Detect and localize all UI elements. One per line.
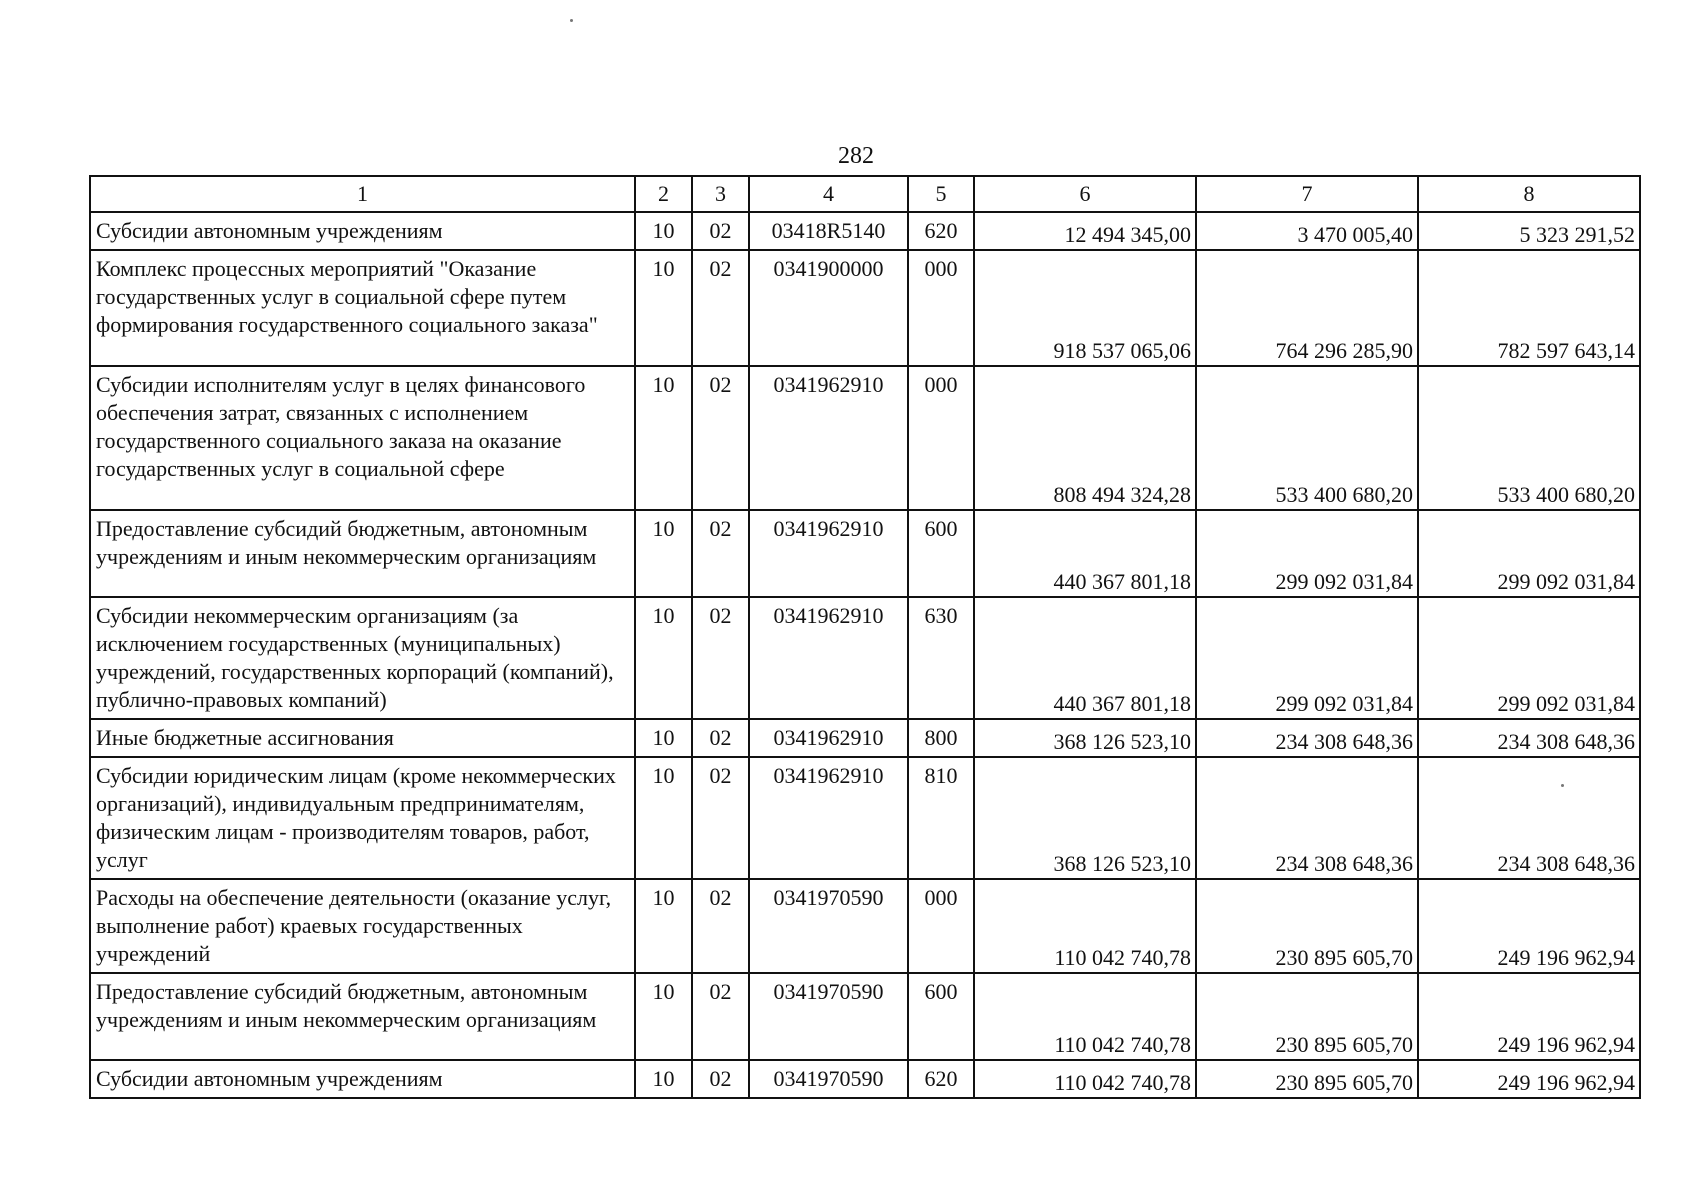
table-row (90, 510, 1640, 597)
expense-name: Комплекс процессных мероприятий "Оказание государственных услуг в социальной сфере путем формирования государственного социального заказа" (90, 250, 635, 366)
amount-col7: 299 092 031,84 (1196, 597, 1418, 719)
expense-name: Предоставление субсидий бюджетным, автономным учреждениям и иным некоммерческим организациям (90, 973, 635, 1060)
section-code: 10 (635, 366, 692, 510)
amount-col6: 918 537 065,06 (974, 250, 1196, 366)
amount-col7: 230 895 605,70 (1196, 1060, 1418, 1098)
target-article-code: 0341970590 (749, 1060, 908, 1098)
column-header: 3 (692, 176, 749, 212)
subsection-code: 02 (692, 510, 749, 597)
expense-type-code: 620 (908, 1060, 974, 1098)
target-article-code: 0341962910 (749, 597, 908, 719)
table-row (90, 212, 1640, 250)
amount-col7: 234 308 648,36 (1196, 757, 1418, 879)
expense-type-code: 000 (908, 879, 974, 973)
amount-col6: 368 126 523,10 (974, 719, 1196, 757)
section-code: 10 (635, 597, 692, 719)
amount-col7: 764 296 285,90 (1196, 250, 1418, 366)
expense-type-code: 620 (908, 212, 974, 250)
column-header: 1 (90, 176, 635, 212)
amount-col6: 440 367 801,18 (974, 510, 1196, 597)
expense-type-code: 630 (908, 597, 974, 719)
page-number: 282 (838, 143, 874, 169)
expense-name: Субсидии юридическим лицам (кроме некоммерческих организаций), индивидуальным предпринимателям, физическим лицам - производителям товаров, работ, услуг (90, 757, 635, 879)
expense-type-code: 810 (908, 757, 974, 879)
expense-name: Расходы на обеспечение деятельности (оказание услуг, выполнение работ) краевых государственных учреждений (90, 879, 635, 973)
amount-col6: 110 042 740,78 (974, 973, 1196, 1060)
expense-type-code: 000 (908, 250, 974, 366)
amount-col8: 5 323 291,52 (1418, 212, 1640, 250)
amount-col7: 533 400 680,20 (1196, 366, 1418, 510)
amount-col7: 3 470 005,40 (1196, 212, 1418, 250)
subsection-code: 02 (692, 973, 749, 1060)
table-row (90, 719, 1640, 757)
budget-table (89, 175, 1641, 1099)
target-article-code: 0341962910 (749, 510, 908, 597)
amount-col7: 299 092 031,84 (1196, 510, 1418, 597)
expense-name: Иные бюджетные ассигнования (90, 719, 635, 757)
expense-type-code: 000 (908, 366, 974, 510)
section-code: 10 (635, 879, 692, 973)
table-row (90, 879, 1640, 973)
table-row (90, 757, 1640, 879)
column-header: 4 (749, 176, 908, 212)
expense-type-code: 600 (908, 510, 974, 597)
target-article-code: 0341900000 (749, 250, 908, 366)
amount-col6: 110 042 740,78 (974, 879, 1196, 973)
target-article-code: 0341962910 (749, 719, 908, 757)
expense-type-code: 600 (908, 973, 974, 1060)
section-code: 10 (635, 250, 692, 366)
scan-speck (570, 19, 573, 22)
expense-name: Субсидии автономным учреждениям (90, 212, 635, 250)
subsection-code: 02 (692, 597, 749, 719)
target-article-code: 0341962910 (749, 366, 908, 510)
column-header: 8 (1418, 176, 1640, 212)
table-row (90, 366, 1640, 510)
column-header: 5 (908, 176, 974, 212)
amount-col8: 533 400 680,20 (1418, 366, 1640, 510)
amount-col8: 234 308 648,36 (1418, 719, 1640, 757)
section-code: 10 (635, 973, 692, 1060)
amount-col7: 230 895 605,70 (1196, 973, 1418, 1060)
target-article-code: 0341962910 (749, 757, 908, 879)
expense-name: Субсидии исполнителям услуг в целях финансового обеспечения затрат, связанных с исполнением государственного социального заказа на оказание государственных услуг в социальной сфере (90, 366, 635, 510)
subsection-code: 02 (692, 366, 749, 510)
expense-name: Субсидии автономным учреждениям (90, 1060, 635, 1098)
expense-name: Субсидии некоммерческим организациям (за исключением государственных (муниципальных) учреждений, государственных корпораций (компаний), публично-правовых компаний) (90, 597, 635, 719)
table-row (90, 597, 1640, 719)
section-code: 10 (635, 510, 692, 597)
amount-col7: 230 895 605,70 (1196, 879, 1418, 973)
target-article-code: 0341970590 (749, 879, 908, 973)
amount-col8: 234 308 648,36 (1418, 757, 1640, 879)
column-header: 2 (635, 176, 692, 212)
amount-col8: 299 092 031,84 (1418, 510, 1640, 597)
amount-col6: 808 494 324,28 (974, 366, 1196, 510)
subsection-code: 02 (692, 757, 749, 879)
table-row (90, 973, 1640, 1060)
amount-col6: 12 494 345,00 (974, 212, 1196, 250)
table-header-row (90, 176, 1640, 212)
section-code: 10 (635, 1060, 692, 1098)
section-code: 10 (635, 757, 692, 879)
subsection-code: 02 (692, 1060, 749, 1098)
amount-col6: 368 126 523,10 (974, 757, 1196, 879)
subsection-code: 02 (692, 250, 749, 366)
amount-col6: 110 042 740,78 (974, 1060, 1196, 1098)
amount-col6: 440 367 801,18 (974, 597, 1196, 719)
subsection-code: 02 (692, 879, 749, 973)
expense-type-code: 800 (908, 719, 974, 757)
column-header: 6 (974, 176, 1196, 212)
table-row (90, 250, 1640, 366)
expense-name: Предоставление субсидий бюджетным, автономным учреждениям и иным некоммерческим организациям (90, 510, 635, 597)
scan-speck (1561, 784, 1564, 787)
amount-col8: 299 092 031,84 (1418, 597, 1640, 719)
amount-col7: 234 308 648,36 (1196, 719, 1418, 757)
target-article-code: 0341970590 (749, 973, 908, 1060)
table-row (90, 1060, 1640, 1098)
amount-col8: 249 196 962,94 (1418, 1060, 1640, 1098)
subsection-code: 02 (692, 719, 749, 757)
amount-col8: 782 597 643,14 (1418, 250, 1640, 366)
amount-col8: 249 196 962,94 (1418, 879, 1640, 973)
amount-col8: 249 196 962,94 (1418, 973, 1640, 1060)
column-header: 7 (1196, 176, 1418, 212)
section-code: 10 (635, 212, 692, 250)
target-article-code: 03418R5140 (749, 212, 908, 250)
subsection-code: 02 (692, 212, 749, 250)
section-code: 10 (635, 719, 692, 757)
